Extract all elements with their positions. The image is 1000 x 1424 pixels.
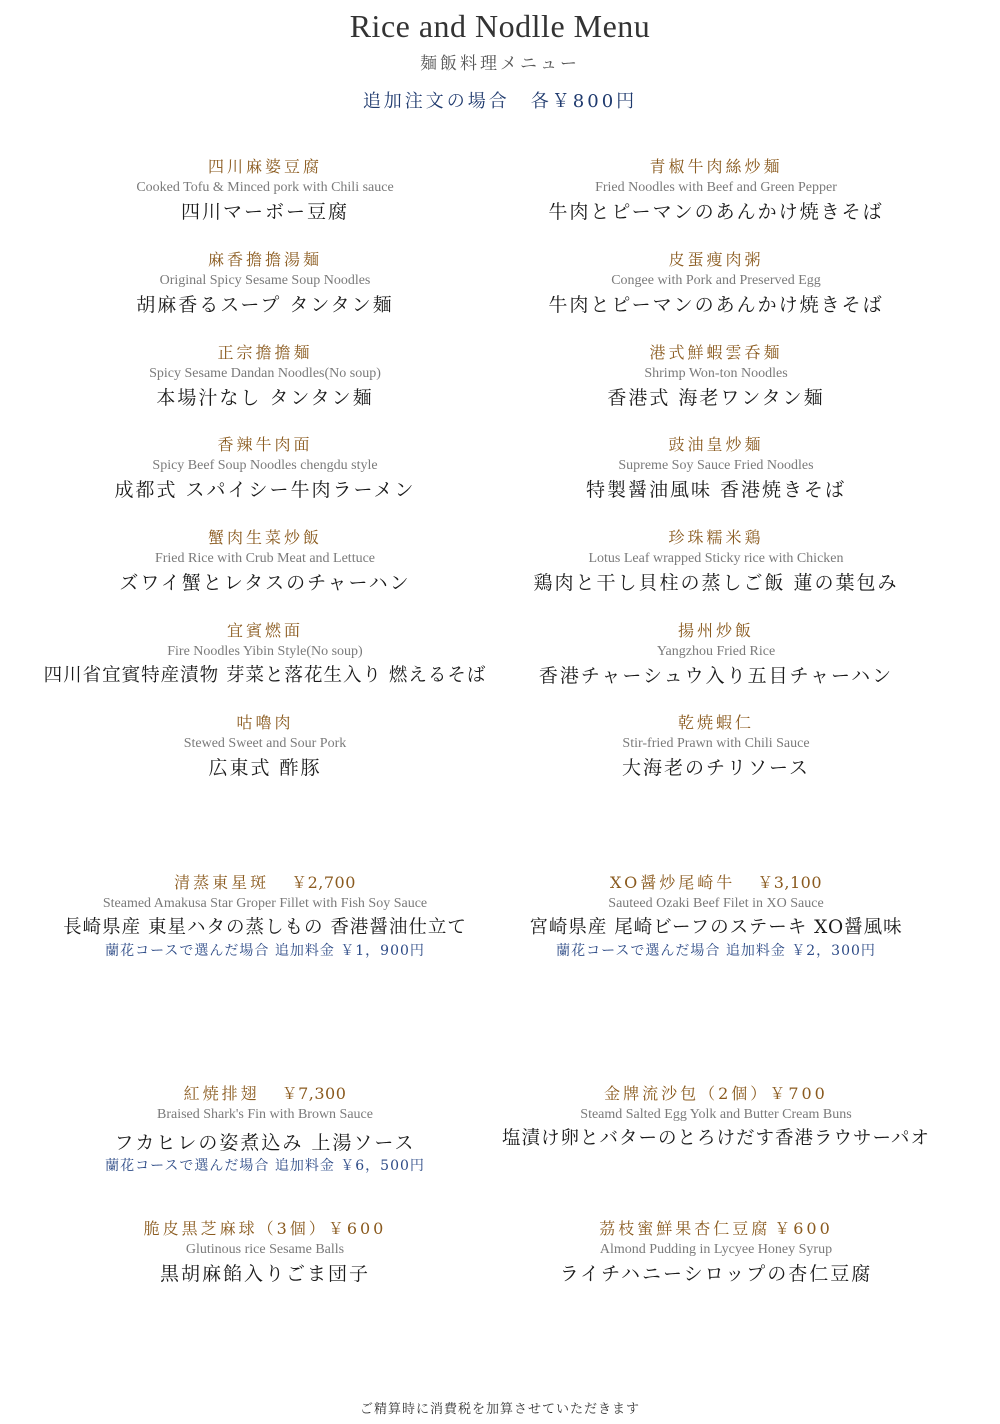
page-title: Rice and Nodlle Menu (349, 8, 651, 44)
item-english-name: Congee with Pork and Preserved Egg (611, 273, 821, 288)
item-english-name: Almond Pudding in Lycyee Honey Syrup (599, 1242, 833, 1257)
menu-item (466, 434, 966, 503)
item-japanese-name: ズワイ蟹とレタスのチャーハン (119, 572, 411, 594)
item-chinese-name: 咕嚕肉 (236, 713, 294, 732)
item-chinese-name: 皮蛋痩肉粥 (668, 250, 764, 269)
item-japanese-name: 本場汁なし タンタン麺 (156, 387, 374, 409)
item-japanese-name: 大海老のチリソース (621, 757, 811, 779)
item-english-name: Supreme Soy Sauce Fried Noodles (618, 458, 814, 473)
additional-order-price: 追加注文の場合 各￥800円 (362, 91, 638, 112)
item-chinese-name: 香辣牛肉面 (217, 435, 313, 454)
item-english-name: Sauteed Ozaki Beef Filet in XO Sauce (608, 896, 824, 911)
menu-item (466, 342, 966, 411)
item-japanese-name: 四川マーボー豆腐 (180, 201, 349, 223)
item-japanese-name: 長崎県産 東星ハタの蒸しもの 香港醤油仕立て (63, 917, 467, 938)
menu-item (15, 434, 515, 503)
item-english-name: Shrimp Won-ton Noodles (644, 366, 788, 381)
item-chinese-name: 珍珠糯米鶏 (668, 528, 764, 547)
item-english-name: Stewed Sweet and Sour Pork (183, 736, 347, 751)
menu-item (466, 620, 966, 689)
item-chinese-name: 豉油皇炒麺 (668, 435, 764, 454)
item-chinese-name: 金牌流沙包（2個）￥700 (604, 1084, 828, 1103)
course-surcharge-note: 蘭花コースで選んだ場合 追加料金 ￥6，500円 (105, 1158, 425, 1174)
menu-item (15, 156, 515, 225)
item-english-name: Braised Shark's Fin with Brown Sauce (156, 1107, 373, 1122)
item-chinese-name: 乾焼蝦仁 (677, 713, 754, 732)
item-chinese-name: 揚州炒飯 (677, 621, 754, 640)
item-chinese-name: 正宗擔擔麺 (217, 343, 313, 362)
special-item (466, 1083, 966, 1152)
special-item (466, 1218, 966, 1287)
item-english-name: Spicy Beef Soup Noodles chengdu style (152, 458, 378, 473)
item-japanese-name: 牛肉とピーマンのあんかけ焼きそば (548, 294, 884, 316)
item-japanese-name: 宮崎県産 尾崎ビーフのステーキ XO醤風味 (529, 917, 903, 938)
menu-item (15, 620, 515, 689)
item-chinese-name: 清蒸東星斑 ￥2,700 (174, 873, 356, 892)
item-chinese-name: 脆皮黒芝麻球（3個）￥600 (143, 1219, 387, 1238)
item-japanese-name: 塩漬け卵とバターのとろけだす香港ラウサーパオ (501, 1128, 931, 1149)
item-japanese-name: 成都式 スパイシー牛肉ラーメン (114, 479, 416, 501)
item-price: ￥600 (774, 1219, 833, 1238)
item-chinese-name: 蟹肉生菜炒飯 (207, 528, 322, 547)
item-price: ￥2,700 (291, 873, 356, 892)
item-japanese-name: 牛肉とピーマンのあんかけ焼きそば (548, 201, 884, 223)
special-item (15, 872, 515, 961)
special-item (466, 872, 966, 961)
menu-item (15, 342, 515, 411)
menu-item (466, 249, 966, 318)
item-english-name: Lotus Leaf wrapped Sticky rice with Chicken (588, 551, 844, 566)
item-chinese-name: 茘枝蜜鮮果杏仁豆腐 ￥600 (599, 1219, 833, 1238)
item-price: ￥7,300 (281, 1084, 347, 1103)
item-english-name: Glutinous rice Sesame Balls (185, 1242, 345, 1257)
course-surcharge-note: 蘭花コースで選んだ場合 追加料金 ￥1，900円 (105, 943, 425, 959)
course-surcharge-note: 蘭花コースで選んだ場合 追加料金 ￥2，300円 (556, 943, 876, 959)
item-japanese-name: 香港チャーシュウ入り五目チャーハン (538, 665, 894, 687)
item-chinese-name: XO醤炒尾崎牛 ￥3,100 (609, 873, 823, 892)
item-english-name: Steamed Amakusa Star Groper Fillet with Fish Soy Sauce (102, 896, 428, 911)
item-japanese-name: フカヒレの姿煮込み 上湯ソース (114, 1132, 416, 1154)
item-english-name: Cooked Tofu & Minced pork with Chili sauce (136, 180, 394, 195)
item-price: ￥3,100 (757, 873, 823, 892)
item-chinese-name: 四川麻婆豆腐 (207, 157, 322, 176)
item-japanese-name: 四川省宜賓特産漬物 芽菜と落花生入り 燃えるそば (43, 665, 487, 686)
menu-item (15, 712, 515, 781)
page-subtitle: 麺飯料理メニュー (420, 54, 580, 74)
item-english-name: Stir-fried Prawn with Chili Sauce (622, 736, 810, 751)
item-japanese-name: ライチハニーシロップの杏仁豆腐 (559, 1263, 873, 1285)
item-japanese-name: 広東式 酢豚 (208, 757, 322, 779)
menu-item (466, 527, 966, 596)
item-english-name: Yangzhou Fried Rice (656, 644, 776, 659)
item-japanese-name: 黒胡麻餡入りごま団子 (159, 1263, 370, 1285)
item-english-name: Spicy Sesame Dandan Noodles(No soup) (149, 366, 381, 381)
special-item (15, 1218, 515, 1287)
item-chinese-name: 麻香擔擔湯麺 (207, 250, 322, 269)
item-english-name: Fire Noodles Yibin Style(No soup) (167, 644, 363, 659)
item-english-name: Original Spicy Sesame Soup Noodles (159, 273, 371, 288)
menu-item (466, 712, 966, 781)
item-japanese-name: 鶏肉と干し貝柱の蒸しご飯 蓮の葉包み (533, 572, 899, 594)
item-japanese-name: 胡麻香るスープ タンタン麺 (136, 294, 394, 316)
item-chinese-name: 宜賓燃面 (226, 621, 303, 640)
item-chinese-name: 青椒牛肉絲炒麺 (649, 157, 783, 176)
item-chinese-name: 紅焼排翅 ￥7,300 (183, 1084, 347, 1103)
menu-item (466, 156, 966, 225)
menu-item (15, 249, 515, 318)
menu-item (15, 527, 515, 596)
tax-notice: ご精算時に消費税を加算させていただきます (359, 1402, 640, 1417)
item-japanese-name: 香港式 海老ワンタン麺 (607, 387, 825, 409)
item-japanese-name: 特製醤油風味 香港焼きそば (585, 479, 847, 501)
item-english-name: Steamd Salted Egg Yolk and Butter Cream Buns (580, 1107, 852, 1122)
item-english-name: Fried Noodles with Beef and Green Pepper (595, 180, 837, 195)
item-chinese-name: 港式鮮蝦雲呑麺 (649, 343, 783, 362)
item-price: ￥600 (327, 1219, 387, 1238)
special-item (15, 1083, 515, 1176)
item-price: ￥700 (769, 1084, 828, 1103)
item-english-name: Fried Rice with Crub Meat and Lettuce (154, 551, 376, 566)
